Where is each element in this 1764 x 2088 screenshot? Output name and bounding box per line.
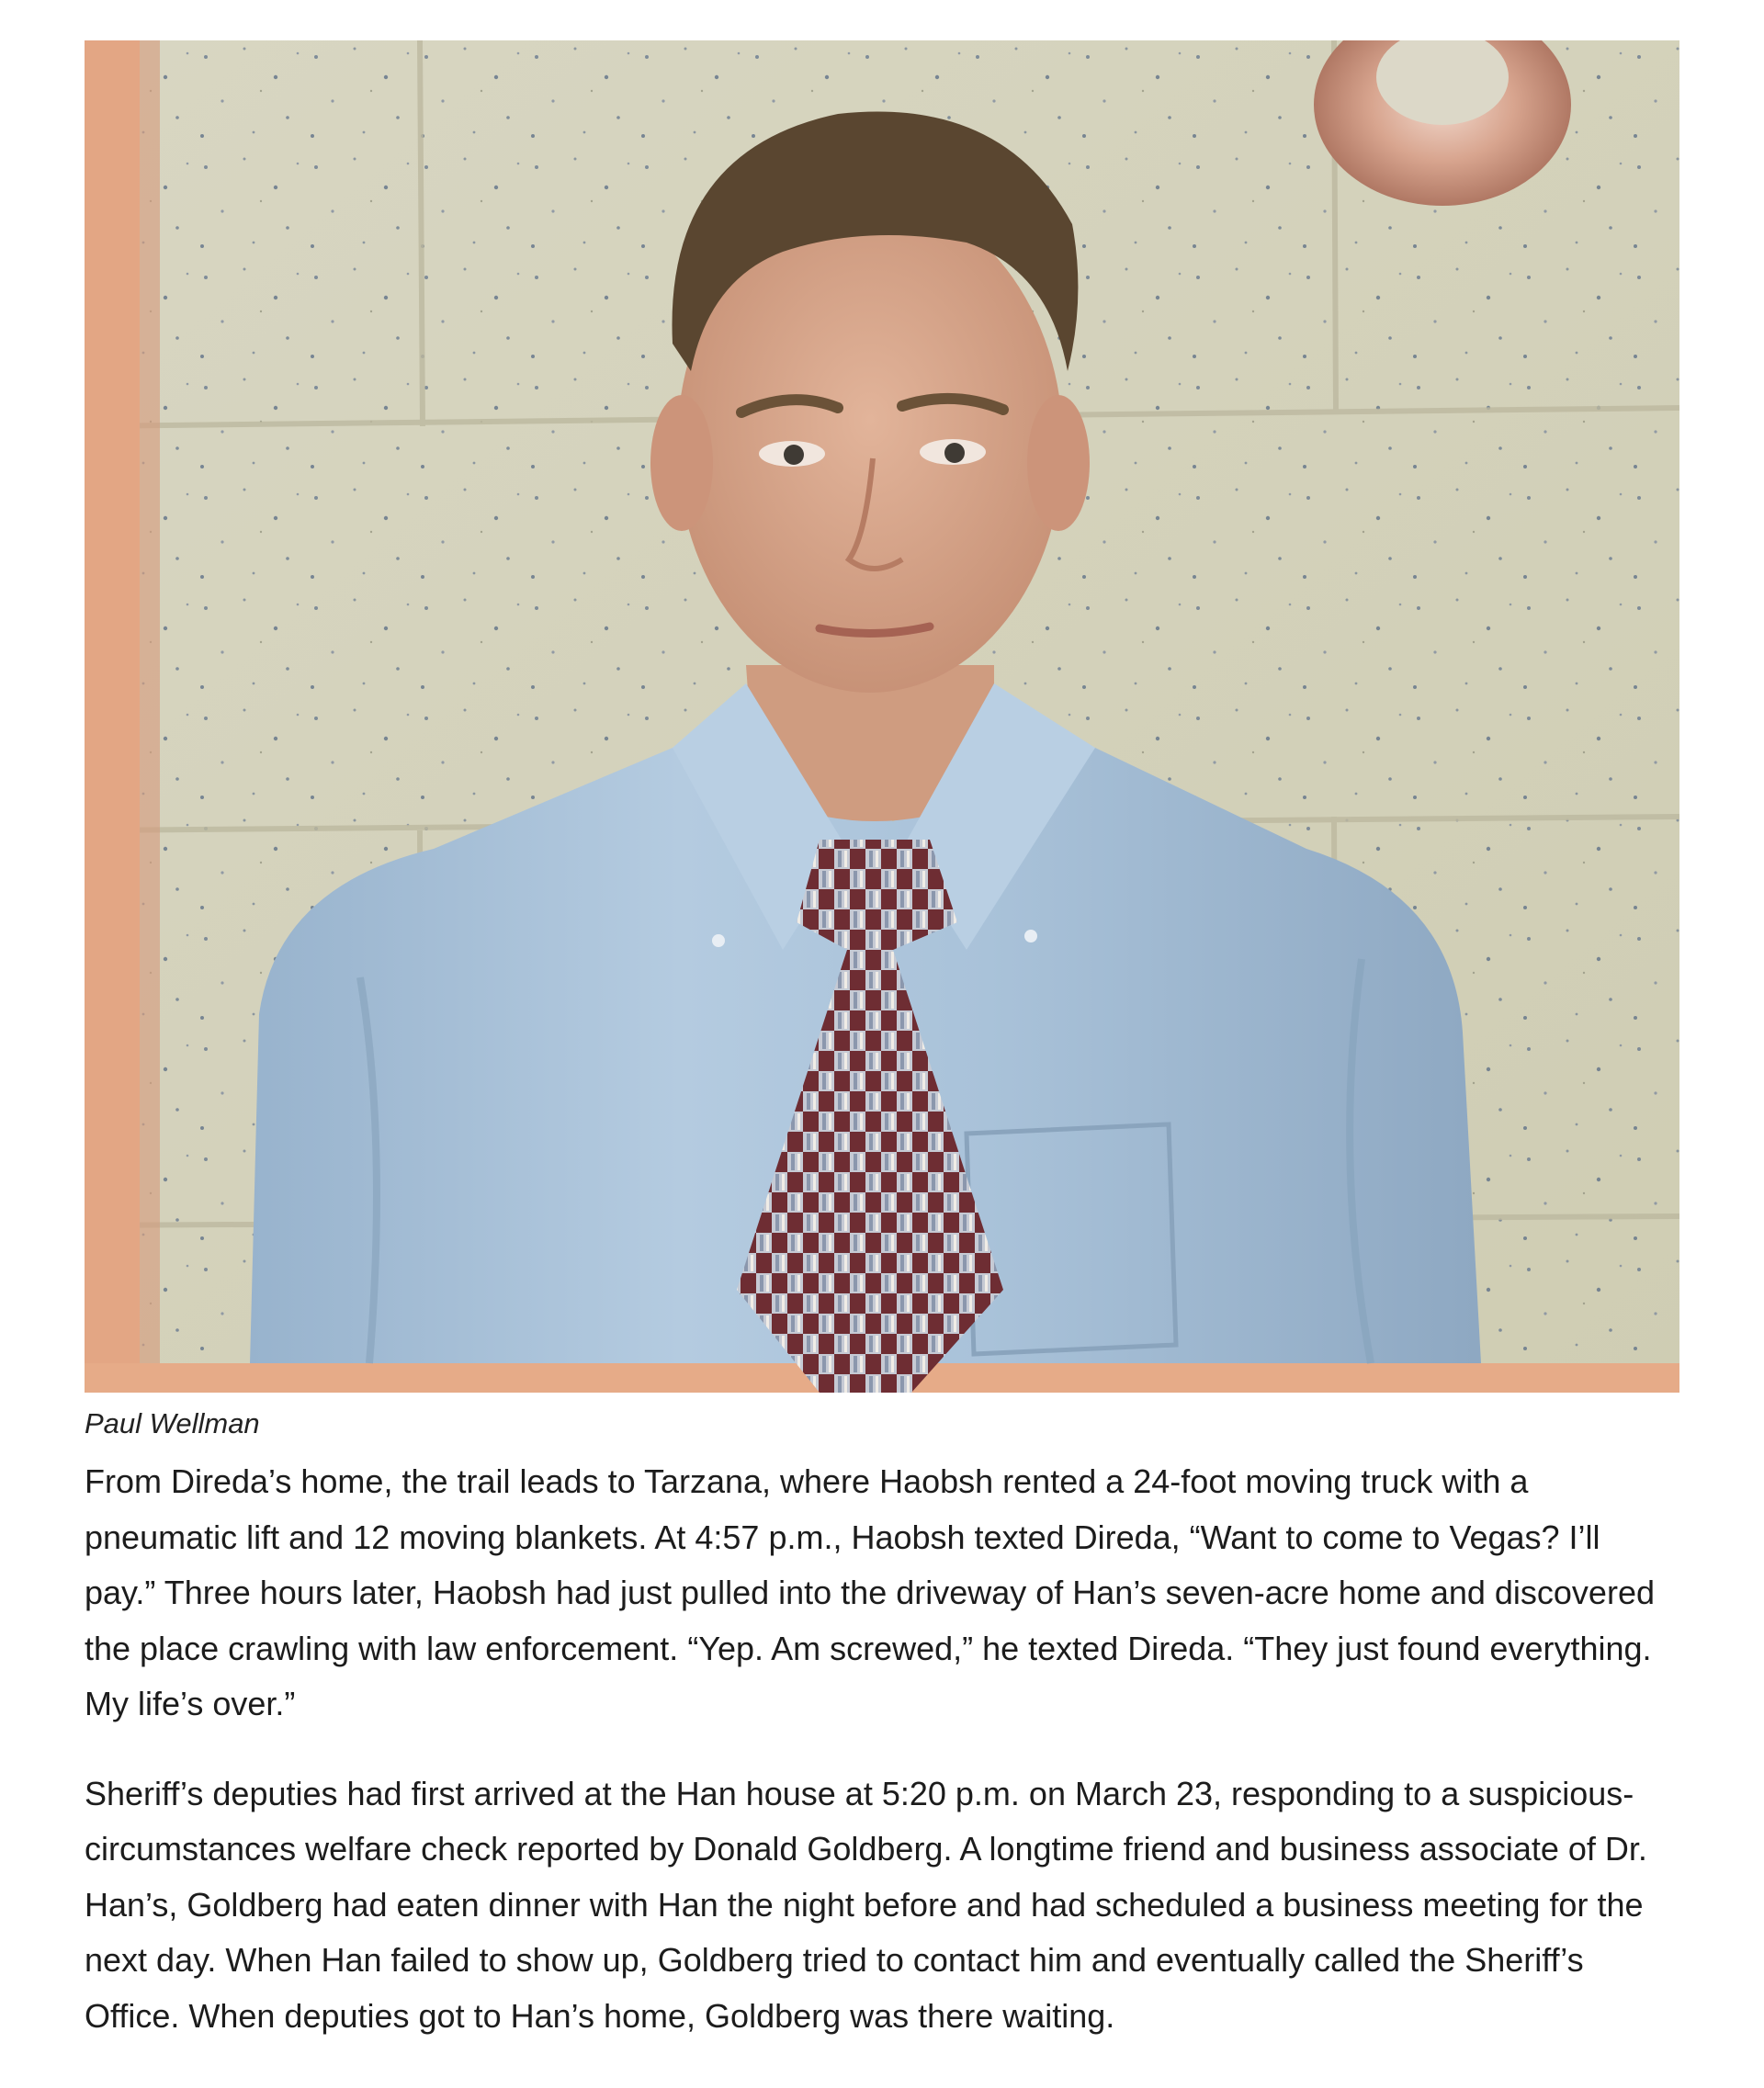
photo-credit: Paul Wellman (85, 1407, 260, 1439)
article-paragraph-1: From Direda’s home, the trail leads to Tarzana, where Haobsh rented a 24-foot moving truck with a pneumatic lift and 12 moving blankets. At 4:57 p.m., Haobsh texted Direda, “Want to come to Vegas? I’ll pay.” Three hours later, Haobsh had just pulled into the driveway of Han’s seven-acre home and discovered the place crawling with law enforcement. “Yep. Am screwed,” he texted Direda. “They just found everything. My life’s over.” (85, 1462, 1655, 1722)
article-photo (85, 40, 1679, 1393)
article (85, 40, 1679, 2044)
article-paragraph-2: Sheriff’s deputies had first arrived at the Han house at 5:20 p.m. on March 23, responding to a suspicious-circumstances welfare check reported by Donald Goldberg. A longtime friend and business associate of Dr. Han’s, Goldberg had eaten dinner with Han the night before and had scheduled a business meeting for the next day. When Han failed to show up, Goldberg tried to contact him and eventually called the Sheriff’s Office. When deputies got to Han’s home, Goldberg was there waiting. (85, 1774, 1647, 2035)
